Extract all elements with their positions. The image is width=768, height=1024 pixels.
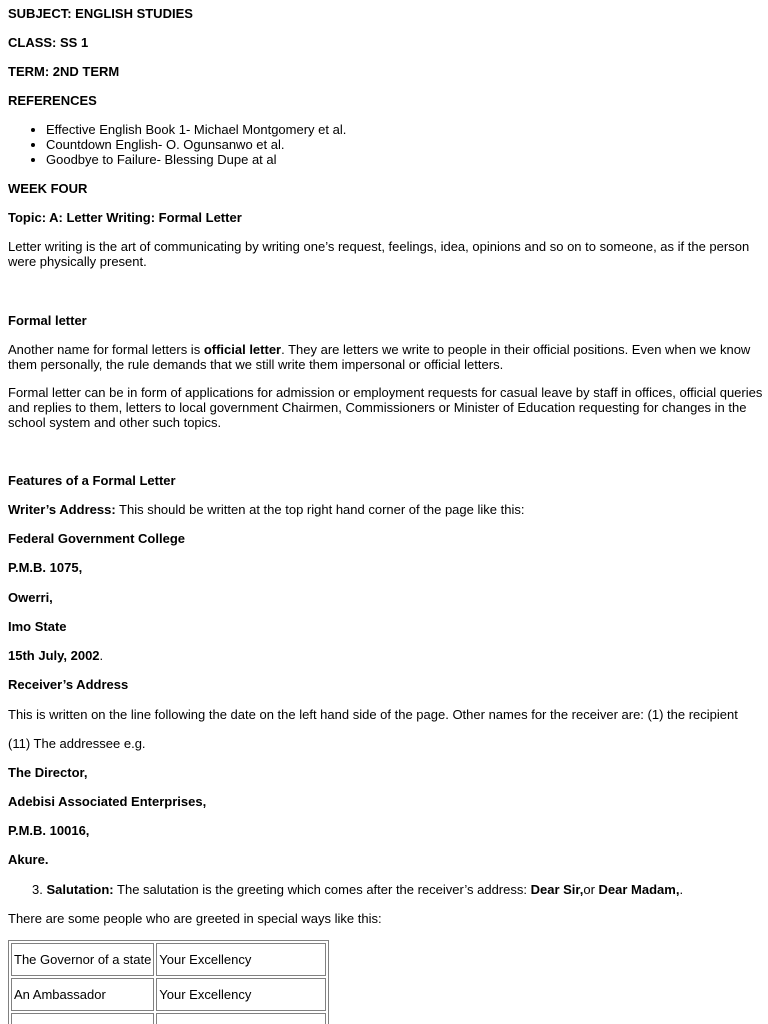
intro-paragraph: Letter writing is the art of communicating by writing one’s request, feelings, idea, opinions and so on to someone, as if the person were physically present. [8,239,750,269]
class-line: CLASS: SS 1 [8,35,89,50]
references-list [8,122,346,167]
table-cell [11,1013,154,1024]
reference-item: • Countdown English- O. Ogunsanwo et al. [46,137,346,152]
address-line: Federal Government College [8,531,185,546]
receiver-line: Akure. [8,852,49,867]
receiver-line: The Director, [8,765,88,780]
table-cell: Your Excellency [156,943,326,976]
address-line: Imo State [8,619,67,634]
table-cell: Your Excellency [156,978,326,1011]
term-line: TERM: 2ND TERM [8,64,120,79]
table-row [11,1013,326,1024]
salutation-item: 3. Salutation: The salutation is the greeting which comes after the receiver’s address: Dear Sir,or Dear Madam,. [32,882,684,897]
features-heading: Features of a Formal Letter [8,473,176,488]
reference-item: • Effective English Book 1- Michael Montgomery et al. [46,122,346,137]
week-heading: WEEK FOUR [8,181,88,196]
special-titles-table [8,940,329,1024]
table-cell: An Ambassador [11,978,154,1011]
formal-letter-heading: Formal letter [8,313,87,328]
formal-letter-paragraph-2: Formal letter can be in form of applications for admission or employment requests for casual leave by staff in offices, official queries and replies to them, letters to local government Chairmen, Commissioners or Minister of Education requesting for changes in the school system and other such topics. [8,385,763,430]
table-cell: The Governor of a state [11,943,154,976]
references-heading: REFERENCES [8,93,97,108]
receivers-address-text: This is written on the line following the date on the left hand side of the page. Other names for the receiver are: (1) the recipient [8,707,738,722]
table-row [11,978,326,1011]
address-line: Owerri, [8,590,53,605]
address-line: P.M.B. 1075, [8,560,83,575]
table-row [11,943,326,976]
date-line: 15th July, 2002. [8,648,104,663]
addressee-line: (11) The addressee e.g. [8,736,146,751]
special-greetings-text: There are some people who are greeted in special ways like this: [8,911,382,926]
reference-item: • Goodbye to Failure- Blessing Dupe at al [46,152,346,167]
subject-line: SUBJECT: ENGLISH STUDIES [8,6,193,21]
formal-letter-paragraph-1: Another name for formal letters is official letter. They are letters we write to people in their official positions. Even when we know them personally, the rule demands that we still write them impersonal or official letters. [8,342,751,372]
writers-address-line: Writer’s Address: This should be written at the top right hand corner of the page like this: [8,502,525,517]
receiver-line: Adebisi Associated Enterprises, [8,794,207,809]
receivers-address-heading: Receiver’s Address [8,677,129,692]
topic-heading: Topic: A: Letter Writing: Formal Letter [8,210,242,225]
receiver-line: P.M.B. 10016, [8,823,90,838]
table-cell [156,1013,326,1024]
